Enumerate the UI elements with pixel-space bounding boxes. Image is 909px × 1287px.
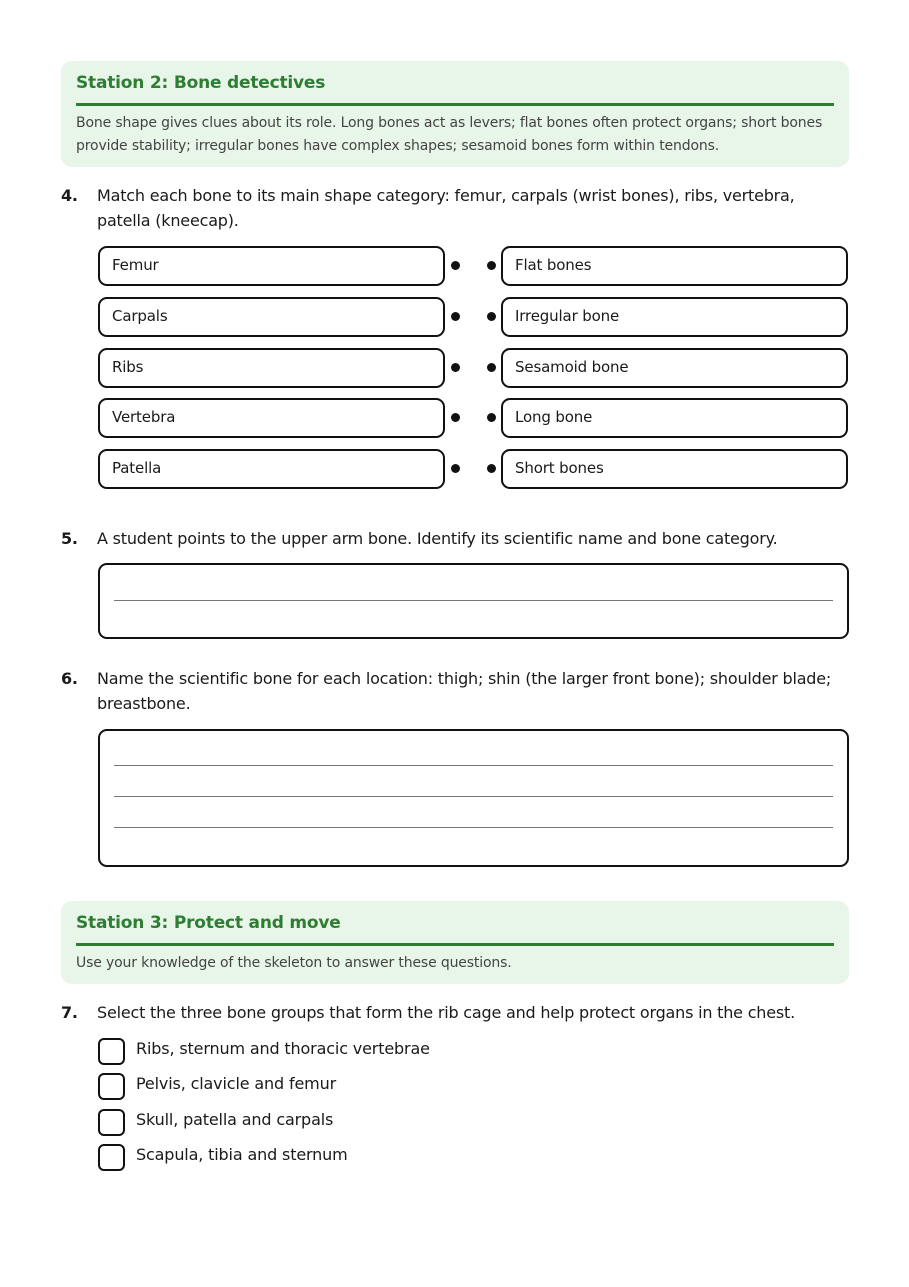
match-right-item[interactable]: Sesamoid bone — [501, 348, 848, 388]
answer-line — [114, 827, 833, 828]
match-right-connector-dot[interactable] — [487, 312, 496, 321]
match-left-connector-dot[interactable] — [451, 363, 460, 372]
match-left-item[interactable]: Vertebra — [98, 398, 445, 438]
match-left-item[interactable]: Femur — [98, 246, 445, 286]
question-6 — [61, 666, 851, 716]
question-5 — [61, 526, 851, 551]
question-number: 5. — [61, 529, 78, 548]
option-label[interactable]: Scapula, tibia and sternum — [136, 1145, 348, 1164]
option-label[interactable]: Pelvis, clavicle and femur — [136, 1074, 336, 1093]
match-right-item[interactable]: Flat bones — [501, 246, 848, 286]
checkbox[interactable] — [98, 1073, 125, 1100]
answer-line — [114, 796, 833, 797]
match-left-connector-dot[interactable] — [451, 464, 460, 473]
question-number: 7. — [61, 1003, 78, 1022]
match-left-connector-dot[interactable] — [451, 312, 460, 321]
question-text: Select the three bone groups that form the rib cage and help protect organs in the chest. — [97, 1003, 795, 1022]
station-3-title: Station 3: Protect and move — [76, 901, 834, 946]
option-label[interactable]: Ribs, sternum and thoracic vertebrae — [136, 1039, 430, 1058]
question-text: Name the scientific bone for each location: thigh; shin (the larger front bone); shoulder blade; breastbone. — [97, 669, 832, 713]
option-label[interactable]: Skull, patella and carpals — [136, 1110, 334, 1129]
station-2-panel — [61, 61, 849, 167]
match-right-connector-dot[interactable] — [487, 464, 496, 473]
question-4 — [61, 183, 851, 233]
question-7 — [61, 1000, 851, 1025]
match-right-item[interactable]: Long bone — [501, 398, 848, 438]
station-3-panel — [61, 901, 849, 984]
match-left-item[interactable]: Ribs — [98, 348, 445, 388]
checkbox[interactable] — [98, 1144, 125, 1171]
match-right-connector-dot[interactable] — [487, 363, 496, 372]
answer-box-q5[interactable] — [98, 563, 849, 639]
match-right-connector-dot[interactable] — [487, 261, 496, 270]
question-number: 6. — [61, 669, 78, 688]
question-text: Match each bone to its main shape category: femur, carpals (wrist bones), ribs, vertebra, patella (kneecap). — [97, 186, 795, 230]
question-text: A student points to the upper arm bone. Identify its scientific name and bone category. — [97, 529, 778, 548]
station-2-description: Bone shape gives clues about its role. Long bones act as levers; flat bones often protect organs; short bones provide stability; irregular bones have complex shapes; sesamoid bones form within tendons. — [76, 115, 823, 154]
match-right-connector-dot[interactable] — [487, 413, 496, 422]
match-left-connector-dot[interactable] — [451, 413, 460, 422]
match-right-item[interactable]: Irregular bone — [501, 297, 848, 337]
match-left-item[interactable]: Patella — [98, 449, 445, 489]
match-left-connector-dot[interactable] — [451, 261, 460, 270]
checkbox[interactable] — [98, 1038, 125, 1065]
answer-line — [114, 600, 833, 601]
answer-line — [114, 765, 833, 766]
question-number: 4. — [61, 186, 78, 205]
checkbox[interactable] — [98, 1109, 125, 1136]
match-left-item[interactable]: Carpals — [98, 297, 445, 337]
station-3-description: Use your knowledge of the skeleton to answer these questions. — [76, 955, 512, 971]
match-right-item[interactable]: Short bones — [501, 449, 848, 489]
answer-box-q6[interactable] — [98, 729, 849, 867]
station-2-title: Station 2: Bone detectives — [76, 61, 834, 106]
